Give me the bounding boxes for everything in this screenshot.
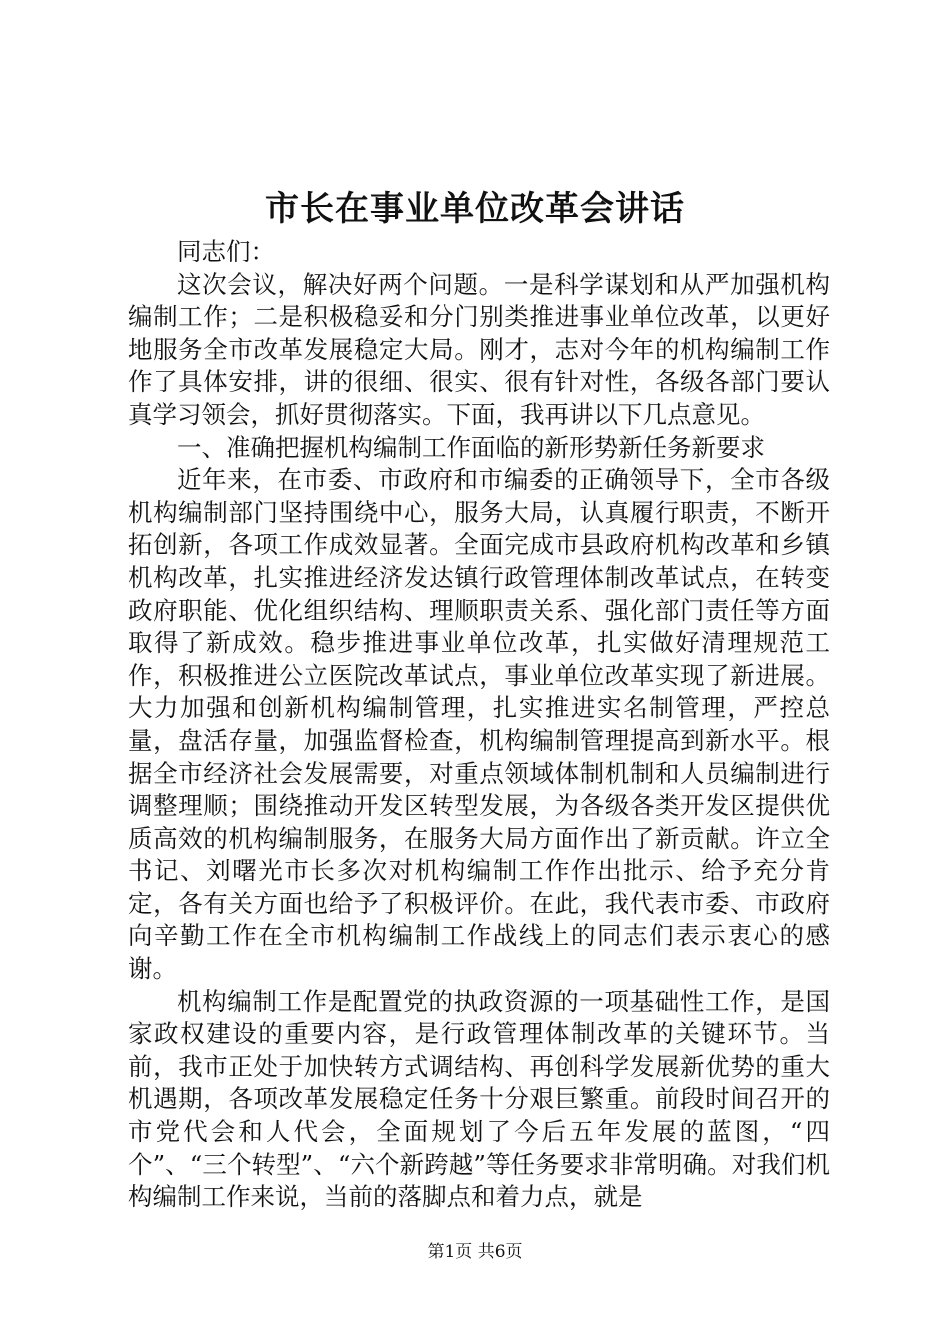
paragraph-intro: 这次会议，解决好两个问题。一是科学谋划和从严加强机构编制工作；二是积极稳妥和分门别类推进事业单位改革，以更好地服务全市改革发展稳定大局。刚才，志对今年的机构编制工作作了具体安排，讲的很细、很实、很有针对性，各级各部门要认真学习领会，抓好贯彻落实。下面，我再讲以下几点意见。 <box>128 269 830 429</box>
document-body <box>128 236 830 1214</box>
paragraph-situation: 机构编制工作是配置党的执政资源的一项基础性工作，是国家政权建设的重要内容，是行政管理体制改革的关键环节。当前，我市正处于加快转方式调结构、再创科学发展新优势的重大机遇期，各项改革发展稳定任务十分艰巨繁重。前段时间召开的市党代会和人代会，全面规划了今后五年发展的蓝图，“四个”、“三个转型”、“六个新跨越”等任务要求非常明确。对我们机构编制工作来说，当前的落脚点和着力点，就是 <box>128 986 830 1212</box>
page-number: 第1页 共6页 <box>427 1242 523 1262</box>
salutation: 同志们： <box>177 237 275 266</box>
section-heading: 一、准确把握机构编制工作面临的新形势新任务新要求 <box>177 432 765 462</box>
document-title: 市长在事业单位改革会讲话 <box>265 189 685 229</box>
paragraph-achievements: 近年来，在市委、市政府和市编委的正确领导下，全市各级机构编制部门坚持围绕中心，服务大局，认真履行职责，不断开拓创新，各项工作成效显著。全面完成市县政府机构改革和乡镇机构改革，扎实推进经济发达镇行政管理体制改革试点，在转变政府职能、优化组织结构、理顺职责关系、强化部门责任等方面取得了新成效。稳步推进事业单位改革，扎实做好清理规范工作，积极推进公立医院改革试点，事业单位改革实现了新进展。大力加强和创新机构编制管理，扎实推进实名制管理，严控总量，盘活存量，加强监督检查，机构编制管理提高到新水平。根据全市经济社会发展需要，对重点领域体制机制和人员编制进行调整理顺；围绕推动开发区转型发展，为各级各类开发区提供优质高效的机构编制服务，在服务大局方面作出了新贡献。许立全书记、刘曙光市长多次对机构编制工作作出批示、给予充分肯定，各有关方面也给予了积极评价。在此，我代表市委、市政府向辛勤工作在全市机构编制工作战线上的同志们表示衷心的感谢。 <box>128 465 830 984</box>
